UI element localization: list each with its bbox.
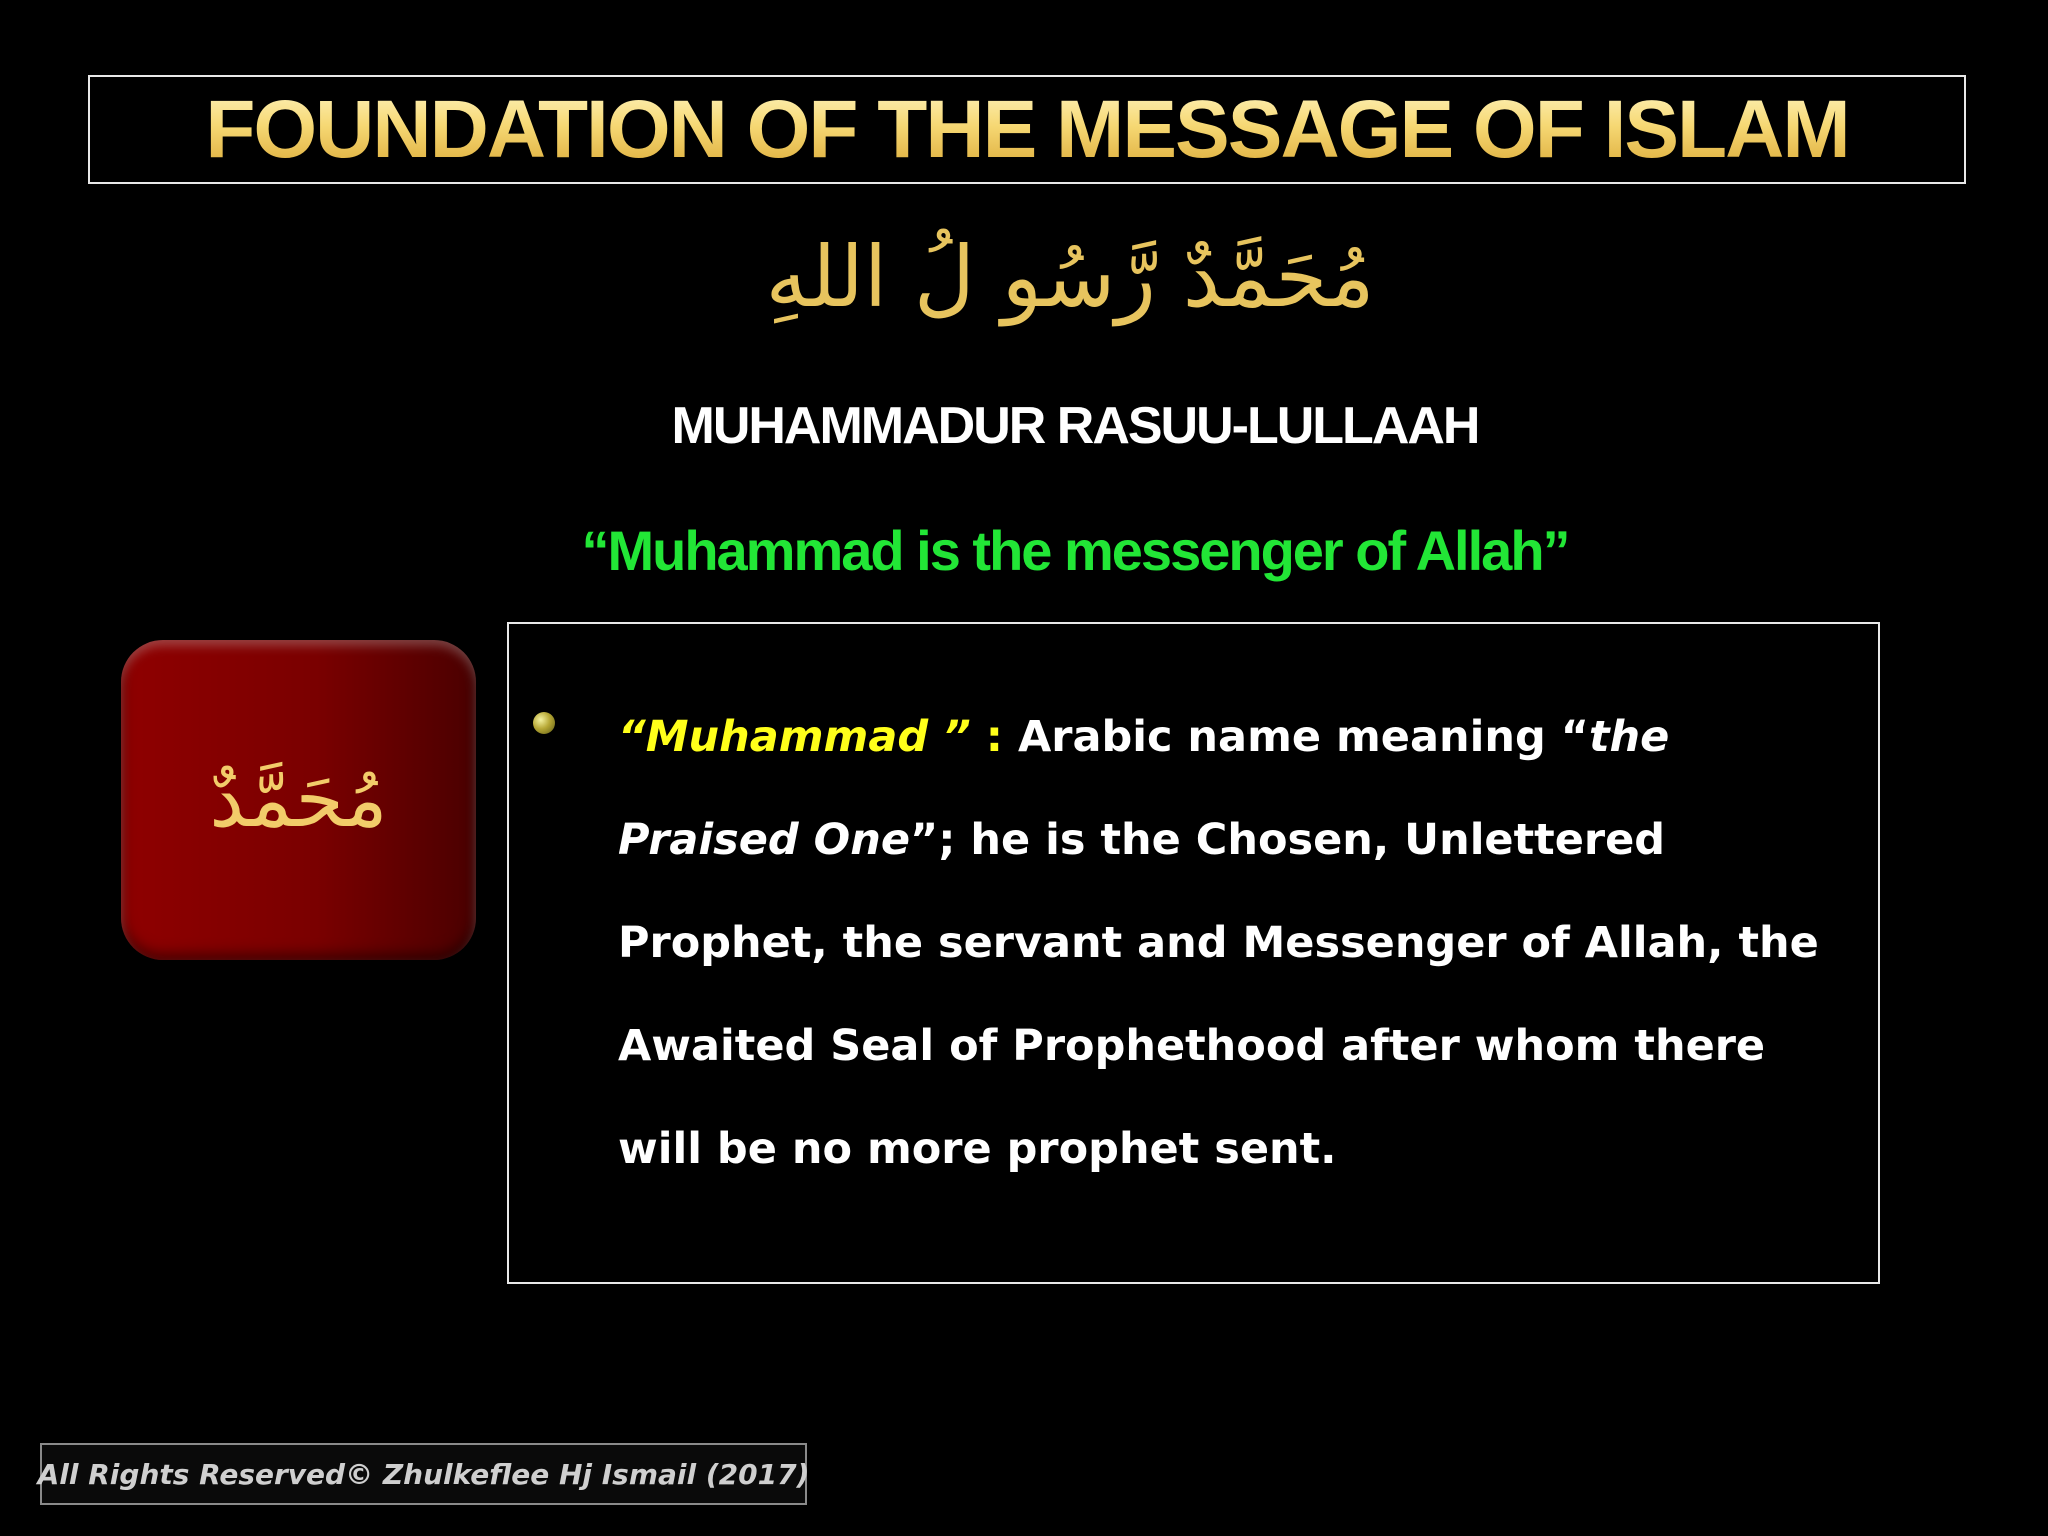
bullet-dot-icon (533, 712, 555, 734)
term-colon: : (970, 712, 1018, 762)
definition-italic-phrase: the Praised One (618, 712, 1670, 865)
arabic-shahada-heading: مُحَمَّدٌ رَّسُو لُ اللهِ (765, 228, 1375, 326)
definition-box (507, 622, 1880, 1284)
slide-title: FOUNDATION OF THE MESSAGE OF ISLAM (205, 83, 1849, 175)
muhammad-calligraphy-emblem (121, 640, 476, 960)
name-term: “Muhammad ” (618, 712, 971, 762)
transliteration: MUHAMMADUR RASUU-LULLAAH (671, 397, 1479, 455)
definition-text-end: ”; he is the Chosen, Unlettered Prophet, the servant and Messenger of Allah, the Awaited Seal of Prophethood after whom there will be no more prophet sent. (618, 815, 1819, 1174)
copyright-frame (37, 1443, 810, 1505)
copyright-notice: All Rights Reserved© Zhulkeflee Hj Ismail (2017) (37, 1457, 810, 1491)
definition-text-start: Arabic name meaning “ (1017, 712, 1589, 762)
definition-paragraph (618, 686, 1858, 1201)
english-translation: “Muhammad is the messenger of Allah” (581, 519, 1569, 582)
emblem-arabic-name: مُحَمَّدٌ (209, 755, 388, 845)
title-frame (88, 75, 1966, 184)
